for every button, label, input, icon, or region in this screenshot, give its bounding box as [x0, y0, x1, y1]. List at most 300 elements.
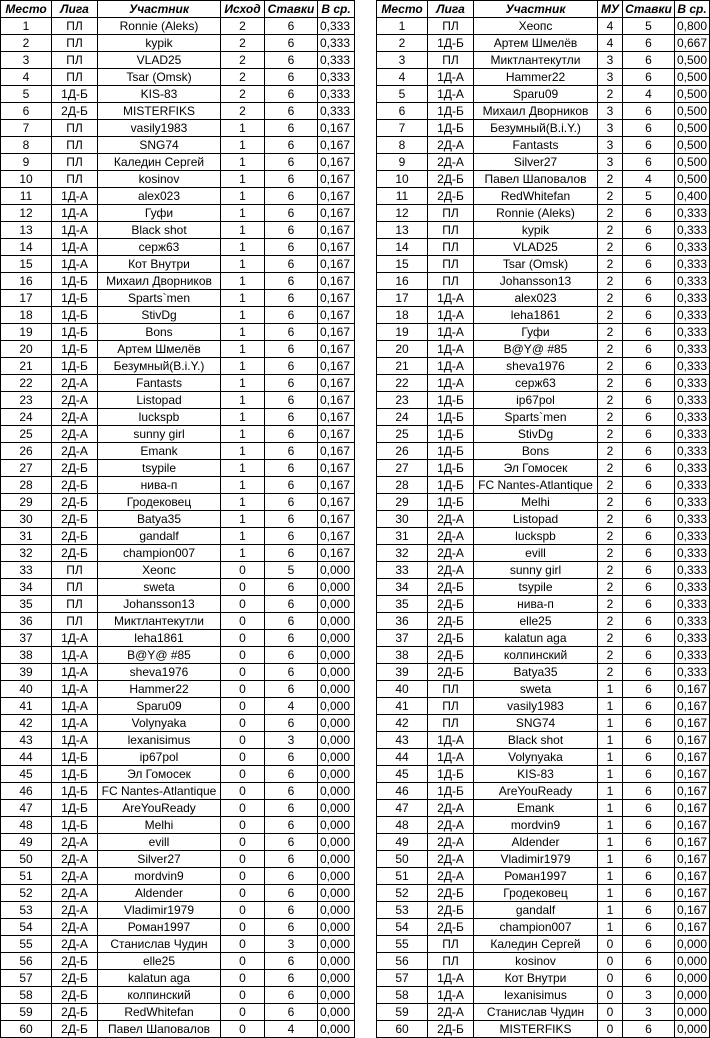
cell-average: 0,333 — [675, 545, 710, 562]
cell-count: 0 — [221, 783, 265, 800]
cell-count: 1 — [598, 868, 623, 885]
cell-average: 0,167 — [318, 528, 355, 545]
cell-average: 0,333 — [675, 324, 710, 341]
cell-league: 2Д-А — [52, 375, 98, 392]
cell-average: 0,000 — [318, 919, 355, 936]
cell-average: 0,167 — [318, 205, 355, 222]
table-row — [377, 307, 710, 324]
cell-league: 2Д-Б — [52, 953, 98, 970]
cell-place: 36 — [377, 613, 428, 630]
cell-place: 56 — [1, 953, 52, 970]
table-row — [377, 392, 710, 409]
cell-place: 41 — [377, 698, 428, 715]
cell-bets: 6 — [265, 426, 318, 443]
cell-place: 42 — [1, 715, 52, 732]
cell-average: 0,500 — [675, 120, 710, 137]
cell-league: 2Д-Б — [428, 664, 474, 681]
cell-bets: 6 — [265, 766, 318, 783]
right-standings-table — [376, 0, 710, 1038]
col-header-outcome: Исход — [221, 1, 265, 18]
cell-bets: 6 — [623, 375, 675, 392]
cell-average: 0,000 — [318, 783, 355, 800]
cell-participant: Станислав Чудин — [98, 936, 221, 953]
cell-bets: 6 — [623, 919, 675, 936]
cell-average: 0,167 — [318, 137, 355, 154]
cell-average: 0,167 — [318, 426, 355, 443]
cell-participant: Volynyaka — [98, 715, 221, 732]
cell-bets: 6 — [623, 426, 675, 443]
cell-participant: Emank — [474, 800, 598, 817]
cell-participant: Vladimir1979 — [98, 902, 221, 919]
cell-count: 0 — [598, 987, 623, 1004]
cell-average: 0,167 — [318, 460, 355, 477]
cell-league: 2Д-Б — [428, 613, 474, 630]
cell-participant: FC Nantes-Atlantique — [474, 477, 598, 494]
cell-average: 0,167 — [318, 375, 355, 392]
cell-average: 0,167 — [318, 290, 355, 307]
cell-participant: колпинский — [98, 987, 221, 1004]
cell-count: 1 — [598, 732, 623, 749]
cell-count: 1 — [598, 851, 623, 868]
cell-participant: kosinov — [474, 953, 598, 970]
cell-average: 0,000 — [318, 749, 355, 766]
cell-bets: 5 — [623, 188, 675, 205]
cell-average: 0,333 — [318, 18, 355, 35]
cell-place: 17 — [1, 290, 52, 307]
cell-league: 2Д-А — [428, 511, 474, 528]
cell-league: 2Д-Б — [428, 630, 474, 647]
cell-league: ПЛ — [52, 579, 98, 596]
table-row — [377, 460, 710, 477]
cell-count: 2 — [598, 375, 623, 392]
cell-participant: Vladimir1979 — [474, 851, 598, 868]
table-row — [377, 902, 710, 919]
cell-bets: 3 — [265, 732, 318, 749]
cell-league: 2Д-Б — [52, 103, 98, 120]
cell-count: 2 — [598, 460, 623, 477]
cell-average: 0,333 — [675, 460, 710, 477]
cell-league: 1Д-Б — [428, 460, 474, 477]
cell-bets: 6 — [623, 205, 675, 222]
cell-average: 0,000 — [675, 1021, 710, 1038]
cell-average: 0,167 — [675, 715, 710, 732]
cell-participant: Безумный(B.i.Y.) — [474, 120, 598, 137]
cell-place: 20 — [377, 341, 428, 358]
cell-place: 52 — [377, 885, 428, 902]
cell-league: 2Д-А — [52, 443, 98, 460]
cell-place: 18 — [1, 307, 52, 324]
cell-bets: 6 — [623, 528, 675, 545]
cell-bets: 6 — [265, 647, 318, 664]
cell-average: 0,167 — [318, 409, 355, 426]
cell-average: 0,500 — [675, 103, 710, 120]
cell-league: 1Д-А — [52, 715, 98, 732]
table-row — [1, 817, 355, 834]
cell-place: 34 — [1, 579, 52, 596]
cell-league: 1Д-Б — [428, 426, 474, 443]
cell-place: 55 — [1, 936, 52, 953]
cell-participant: Кот Внутри — [474, 970, 598, 987]
table-row — [377, 834, 710, 851]
cell-average: 0,167 — [318, 358, 355, 375]
cell-place: 6 — [1, 103, 52, 120]
cell-participant: evill — [98, 834, 221, 851]
cell-league: ПЛ — [52, 18, 98, 35]
cell-average: 0,000 — [318, 681, 355, 698]
cell-bets: 6 — [265, 443, 318, 460]
cell-participant: leha1861 — [474, 307, 598, 324]
cell-count: 1 — [221, 528, 265, 545]
cell-place: 37 — [377, 630, 428, 647]
cell-bets: 6 — [265, 970, 318, 987]
table-row — [377, 273, 710, 290]
cell-participant: Артем Шмелёв — [98, 341, 221, 358]
table-row — [1, 35, 355, 52]
table-row — [1, 596, 355, 613]
cell-league: 2Д-Б — [428, 596, 474, 613]
table-row — [377, 511, 710, 528]
cell-average: 0,000 — [675, 987, 710, 1004]
cell-count: 1 — [598, 749, 623, 766]
cell-count: 0 — [221, 715, 265, 732]
cell-bets: 6 — [265, 137, 318, 154]
table-row — [377, 154, 710, 171]
table-row — [377, 817, 710, 834]
cell-count: 0 — [221, 868, 265, 885]
cell-bets: 6 — [265, 987, 318, 1004]
cell-participant: Артем Шмелёв — [474, 35, 598, 52]
cell-bets: 4 — [265, 698, 318, 715]
table-row — [377, 35, 710, 52]
cell-count: 0 — [221, 698, 265, 715]
cell-bets: 6 — [623, 324, 675, 341]
cell-average: 0,167 — [318, 477, 355, 494]
cell-count: 1 — [221, 171, 265, 188]
cell-bets: 6 — [265, 630, 318, 647]
table-row — [377, 256, 710, 273]
cell-count: 2 — [221, 18, 265, 35]
cell-league: ПЛ — [428, 681, 474, 698]
cell-bets: 6 — [623, 290, 675, 307]
table-row — [377, 919, 710, 936]
cell-bets: 6 — [265, 375, 318, 392]
table-row — [1, 783, 355, 800]
cell-participant: B@Y@ #85 — [474, 341, 598, 358]
cell-league: 1Д-Б — [428, 409, 474, 426]
table-row — [1, 953, 355, 970]
table-row — [377, 528, 710, 545]
cell-count: 0 — [221, 970, 265, 987]
cell-bets: 6 — [623, 902, 675, 919]
cell-place: 36 — [1, 613, 52, 630]
table-row — [377, 596, 710, 613]
cell-participant: sweta — [98, 579, 221, 596]
cell-count: 1 — [221, 256, 265, 273]
cell-place: 50 — [1, 851, 52, 868]
cell-bets: 6 — [623, 341, 675, 358]
cell-place: 19 — [1, 324, 52, 341]
cell-league: ПЛ — [428, 256, 474, 273]
cell-league: 1Д-Б — [52, 86, 98, 103]
cell-bets: 6 — [265, 171, 318, 188]
cell-bets: 6 — [265, 69, 318, 86]
cell-count: 3 — [598, 154, 623, 171]
cell-average: 0,167 — [318, 154, 355, 171]
cell-place: 58 — [377, 987, 428, 1004]
cell-place: 31 — [1, 528, 52, 545]
cell-count: 2 — [598, 171, 623, 188]
cell-count: 2 — [598, 239, 623, 256]
cell-count: 1 — [221, 324, 265, 341]
cell-league: 1Д-А — [428, 970, 474, 987]
cell-league: 2Д-А — [428, 562, 474, 579]
cell-place: 3 — [1, 52, 52, 69]
cell-bets: 6 — [265, 494, 318, 511]
cell-league: ПЛ — [52, 154, 98, 171]
cell-participant: Tsar (Omsk) — [98, 69, 221, 86]
table-row — [1, 307, 355, 324]
cell-bets: 6 — [623, 511, 675, 528]
cell-count: 2 — [221, 103, 265, 120]
cell-place: 32 — [377, 545, 428, 562]
cell-league: 2Д-Б — [52, 1004, 98, 1021]
cell-participant: mordvin9 — [474, 817, 598, 834]
cell-average: 0,500 — [675, 137, 710, 154]
cell-place: 22 — [1, 375, 52, 392]
cell-count: 1 — [221, 154, 265, 171]
cell-place: 45 — [1, 766, 52, 783]
cell-count: 2 — [598, 443, 623, 460]
cell-place: 47 — [377, 800, 428, 817]
cell-bets: 6 — [623, 596, 675, 613]
cell-place: 25 — [377, 426, 428, 443]
cell-count: 1 — [598, 834, 623, 851]
cell-count: 1 — [221, 188, 265, 205]
table-row — [377, 18, 710, 35]
cell-bets: 4 — [623, 171, 675, 188]
cell-place: 7 — [377, 120, 428, 137]
cell-average: 0,000 — [318, 596, 355, 613]
table-row — [1, 120, 355, 137]
cell-place: 2 — [377, 35, 428, 52]
cell-average: 0,167 — [675, 681, 710, 698]
cell-participant: Aldender — [98, 885, 221, 902]
table-row — [377, 477, 710, 494]
cell-place: 51 — [1, 868, 52, 885]
cell-average: 0,000 — [318, 664, 355, 681]
cell-league: ПЛ — [428, 205, 474, 222]
table-row — [377, 885, 710, 902]
cell-participant: Tsar (Omsk) — [474, 256, 598, 273]
cell-league: 2Д-А — [52, 851, 98, 868]
cell-league: 2Д-Б — [52, 460, 98, 477]
cell-count: 4 — [598, 35, 623, 52]
cell-bets: 6 — [623, 392, 675, 409]
cell-league: 2Д-Б — [52, 511, 98, 528]
table-row — [1, 392, 355, 409]
cell-count: 0 — [221, 1021, 265, 1038]
cell-place: 57 — [377, 970, 428, 987]
cell-participant: sweta — [474, 681, 598, 698]
cell-place: 54 — [377, 919, 428, 936]
cell-league: 1Д-А — [52, 698, 98, 715]
cell-bets: 6 — [623, 494, 675, 511]
table-row — [377, 766, 710, 783]
cell-place: 46 — [377, 783, 428, 800]
cell-participant: leha1861 — [98, 630, 221, 647]
table-row — [1, 273, 355, 290]
cell-bets: 4 — [623, 86, 675, 103]
cell-average: 0,000 — [318, 817, 355, 834]
table-row — [1, 800, 355, 817]
cell-league: 2Д-А — [428, 545, 474, 562]
cell-participant: Павел Шаповалов — [98, 1021, 221, 1038]
cell-count: 2 — [598, 86, 623, 103]
cell-bets: 6 — [623, 749, 675, 766]
cell-count: 1 — [598, 817, 623, 834]
cell-participant: серж63 — [98, 239, 221, 256]
cell-average: 0,167 — [318, 511, 355, 528]
cell-place: 37 — [1, 630, 52, 647]
table-row — [1, 494, 355, 511]
cell-place: 29 — [1, 494, 52, 511]
table-row — [1, 766, 355, 783]
cell-participant: Миктлантекутли — [474, 52, 598, 69]
table-row — [377, 324, 710, 341]
cell-bets: 6 — [265, 528, 318, 545]
cell-participant: kalatun aga — [98, 970, 221, 987]
cell-bets: 6 — [265, 120, 318, 137]
table-row — [1, 698, 355, 715]
cell-league: 2Д-Б — [428, 1021, 474, 1038]
cell-league: ПЛ — [428, 936, 474, 953]
cell-average: 0,000 — [318, 715, 355, 732]
cell-bets: 6 — [265, 596, 318, 613]
cell-average: 0,333 — [318, 103, 355, 120]
cell-average: 0,000 — [318, 987, 355, 1004]
cell-league: 2Д-А — [428, 817, 474, 834]
table-row — [377, 358, 710, 375]
cell-league: 1Д-А — [52, 205, 98, 222]
cell-participant: champion007 — [474, 919, 598, 936]
table-row — [1, 375, 355, 392]
table-row — [1, 579, 355, 596]
cell-average: 0,167 — [675, 766, 710, 783]
cell-place: 41 — [1, 698, 52, 715]
cell-count: 0 — [221, 579, 265, 596]
cell-league: 1Д-А — [52, 681, 98, 698]
cell-average: 0,167 — [675, 732, 710, 749]
cell-place: 30 — [377, 511, 428, 528]
cell-participant: Listopad — [98, 392, 221, 409]
table-row — [377, 783, 710, 800]
cell-participant: vasily1983 — [474, 698, 598, 715]
cell-count: 1 — [221, 273, 265, 290]
cell-place: 35 — [1, 596, 52, 613]
cell-participant: Melhi — [98, 817, 221, 834]
cell-bets: 6 — [623, 307, 675, 324]
cell-average: 0,000 — [318, 766, 355, 783]
cell-average: 0,333 — [675, 647, 710, 664]
cell-place: 38 — [377, 647, 428, 664]
cell-league: ПЛ — [52, 35, 98, 52]
cell-participant: Станислав Чудин — [474, 1004, 598, 1021]
cell-bets: 3 — [623, 1004, 675, 1021]
cell-count: 0 — [221, 936, 265, 953]
cell-count: 0 — [598, 1021, 623, 1038]
cell-count: 1 — [221, 511, 265, 528]
cell-count: 1 — [221, 426, 265, 443]
cell-league: 1Д-А — [428, 290, 474, 307]
cell-place: 20 — [1, 341, 52, 358]
table-row — [1, 868, 355, 885]
cell-count: 2 — [598, 545, 623, 562]
cell-place: 46 — [1, 783, 52, 800]
cell-bets: 6 — [623, 239, 675, 256]
cell-participant: FC Nantes-Atlantique — [98, 783, 221, 800]
cell-average: 0,667 — [675, 35, 710, 52]
cell-count: 1 — [221, 307, 265, 324]
cell-participant: Хеопс — [474, 18, 598, 35]
table-row — [377, 851, 710, 868]
cell-bets: 6 — [265, 188, 318, 205]
cell-league: ПЛ — [428, 698, 474, 715]
cell-league: 1Д-Б — [52, 783, 98, 800]
cell-place: 14 — [1, 239, 52, 256]
cell-bets: 6 — [623, 409, 675, 426]
cell-league: 2Д-Б — [428, 171, 474, 188]
cell-league: ПЛ — [52, 562, 98, 579]
cell-average: 0,167 — [675, 783, 710, 800]
cell-league: ПЛ — [52, 137, 98, 154]
table-row — [377, 205, 710, 222]
cell-count: 0 — [221, 749, 265, 766]
cell-bets: 6 — [265, 18, 318, 35]
cell-place: 13 — [377, 222, 428, 239]
cell-place: 26 — [377, 443, 428, 460]
cell-average: 0,800 — [675, 18, 710, 35]
table-row — [1, 834, 355, 851]
cell-league: ПЛ — [428, 52, 474, 69]
cell-count: 0 — [221, 647, 265, 664]
cell-average: 0,333 — [675, 375, 710, 392]
col-header-average: В ср. — [318, 1, 355, 18]
table-row — [377, 868, 710, 885]
cell-count: 2 — [598, 613, 623, 630]
table-row — [377, 222, 710, 239]
cell-place: 23 — [377, 392, 428, 409]
cell-bets: 6 — [265, 953, 318, 970]
cell-league: 2Д-Б — [52, 477, 98, 494]
cell-league: 2Д-А — [428, 834, 474, 851]
cell-league: ПЛ — [52, 171, 98, 188]
cell-count: 2 — [598, 341, 623, 358]
cell-participant: Black shot — [98, 222, 221, 239]
cell-bets: 6 — [265, 239, 318, 256]
cell-participant: StivDg — [474, 426, 598, 443]
table-row — [1, 851, 355, 868]
cell-count: 2 — [598, 358, 623, 375]
cell-participant: KIS-83 — [98, 86, 221, 103]
cell-bets: 6 — [265, 35, 318, 52]
cell-place: 50 — [377, 851, 428, 868]
cell-place: 2 — [1, 35, 52, 52]
table-row — [1, 154, 355, 171]
table-row — [1, 970, 355, 987]
cell-bets: 6 — [265, 783, 318, 800]
table-row — [377, 800, 710, 817]
cell-average: 0,167 — [318, 392, 355, 409]
